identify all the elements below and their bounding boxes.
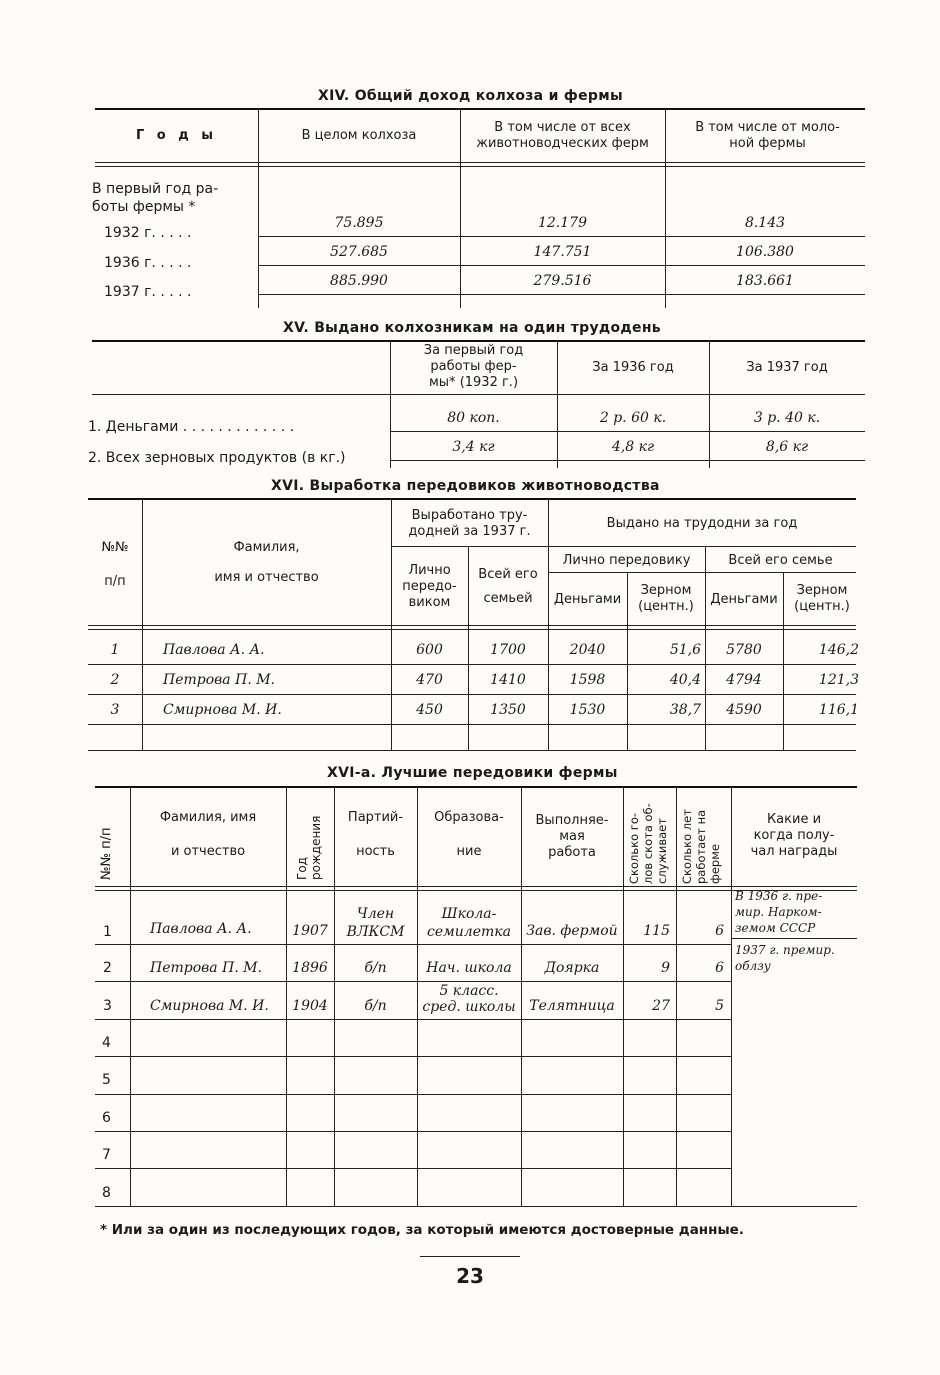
header-dairy: В том числе от моло- ной фермы <box>695 120 840 151</box>
row-number: 3 <box>110 702 120 718</box>
value: 3,4 кг <box>452 439 495 455</box>
value: 8,6 кг <box>765 439 809 455</box>
header-born: Год рождения <box>295 815 323 880</box>
work: Телятница <box>529 998 615 1014</box>
value: 75.895 <box>334 215 384 231</box>
header-num: №№ п/п <box>99 827 114 880</box>
education: Нач. школа <box>426 960 512 976</box>
header-total: В целом колхоза <box>301 128 417 143</box>
header-livestock: В том числе от всех животноводческих ферм <box>476 120 649 151</box>
work: Зав. фермой <box>526 923 618 939</box>
person-name: Смирнова М. И. <box>150 998 269 1014</box>
value: 4590 <box>726 702 762 718</box>
footnote: * Или за один из последующих годов, за который имеются достоверные данные. <box>100 1222 744 1238</box>
value: 279.516 <box>533 273 592 289</box>
row-label-grain: 2. Всех зерновых продуктов (в кг.) <box>88 450 346 466</box>
page-number: 23 <box>456 1264 484 1288</box>
header-grain: Зерном (центн.) <box>638 583 694 614</box>
row-number: 1 <box>110 642 120 658</box>
value: 3 р. 40 к. <box>753 410 821 426</box>
work: Доярка <box>544 960 600 976</box>
row-number: 3 <box>103 998 112 1014</box>
value: 2 р. 60 к. <box>599 410 667 426</box>
awards: В 1936 г. пре- мир. Нарком- земом СССР <box>735 889 823 935</box>
header-years: Г о д ы <box>135 128 218 143</box>
header-personal-group: Лично передовику <box>562 553 691 568</box>
value: 4794 <box>726 672 762 688</box>
value: 450 <box>416 702 443 718</box>
row-number: 5 <box>102 1072 111 1088</box>
row-label-1936: 1936 г. . . . . <box>104 255 192 271</box>
row-number: 1 <box>103 924 112 940</box>
person-name: Павлова А. А. <box>163 642 265 658</box>
education: Школа- семилетка <box>427 906 511 940</box>
value: 146,2 <box>818 642 859 658</box>
header-work: Выполняе- мая работа <box>535 813 609 860</box>
header-grain: Зерном (центн.) <box>794 583 850 614</box>
party: б/п <box>364 998 387 1014</box>
header-first-year: За первый год работы фер- мы* (1932 г.) <box>423 343 524 390</box>
value: 183.661 <box>736 273 794 289</box>
value: 12.179 <box>538 215 587 231</box>
header-money: Деньгами <box>553 592 622 607</box>
education: 5 класс. сред. школы <box>422 983 516 1015</box>
table-14-title: XIV. Общий доход колхоза и фермы <box>318 88 623 104</box>
birth-year: 1904 <box>292 998 328 1014</box>
header-personal: Лично передо- виком <box>402 563 457 610</box>
table-16-title: XVI. Выработка передовиков животноводства <box>271 478 660 494</box>
value: 1410 <box>490 672 526 688</box>
value: 116,1 <box>818 702 859 718</box>
value: 121,3 <box>818 672 859 688</box>
header-issued: Выдано на трудодни за год <box>606 516 798 531</box>
row-number: 7 <box>102 1147 111 1163</box>
header-worked: Выработано тру- додней за 1937 г. <box>408 508 531 539</box>
person-name: Павлова А. А. <box>150 921 252 937</box>
value: 40,4 <box>669 672 701 688</box>
value: 38,7 <box>669 702 701 718</box>
header-cattle: Сколько го- лов скота об- служивает <box>627 803 669 884</box>
row-label-1937: 1937 г. . . . . <box>104 284 192 300</box>
row-number: 2 <box>103 960 112 976</box>
value: 5780 <box>726 642 762 658</box>
row-number: 8 <box>102 1185 111 1201</box>
header-awards: Какие и когда полу- чал награды <box>750 812 838 859</box>
years-count: 6 <box>715 960 724 976</box>
header-num: №№ п/п <box>101 540 129 589</box>
value: 2040 <box>569 642 606 658</box>
value: 80 коп. <box>447 410 500 426</box>
cattle-count: 9 <box>661 960 670 976</box>
value: 51,6 <box>669 642 701 658</box>
value: 470 <box>416 672 443 688</box>
birth-year: 1907 <box>292 923 328 939</box>
row-label-first-year: В первый год ра- боты фермы * 1932 г. . . . . <box>92 181 219 241</box>
years-count: 5 <box>715 998 724 1014</box>
person-name: Петрова П. М. <box>150 960 262 976</box>
value: 8.143 <box>744 215 786 231</box>
row-number: 4 <box>102 1035 111 1051</box>
header-years-on-farm: Сколько лет работает на ферме <box>680 809 722 884</box>
header-1936: За 1936 год <box>592 360 674 375</box>
value: 600 <box>416 642 443 658</box>
header-name: Фамилия, имя и отчество <box>159 810 257 859</box>
value: 106.380 <box>736 244 794 260</box>
row-label-money: 1. Деньгами . . . . . . . . . . . . . <box>88 419 295 435</box>
header-1937: За 1937 год <box>746 360 828 375</box>
header-party: Партий- ность <box>347 810 404 859</box>
header-education: Образова- ние <box>434 810 504 859</box>
value: 1350 <box>490 702 526 718</box>
header-name: Фамилия, имя и отчество <box>214 540 319 585</box>
value: 4,8 кг <box>611 439 655 455</box>
person-name: Смирнова М. И. <box>163 702 282 718</box>
birth-year: 1896 <box>292 960 328 976</box>
person-name: Петрова П. М. <box>163 672 275 688</box>
table-16a-title: XVI-а. Лучшие передовики фермы <box>327 765 618 781</box>
value: 147.751 <box>533 244 592 260</box>
party: б/п <box>364 960 387 976</box>
header-money: Деньгами <box>710 592 778 607</box>
value: 1530 <box>569 702 606 718</box>
years-count: 6 <box>715 923 724 939</box>
header-family-group: Всей его семье <box>728 553 833 568</box>
cattle-count: 27 <box>652 998 670 1014</box>
awards: 1937 г. премир. облзу <box>735 943 835 973</box>
value: 527.685 <box>330 244 388 260</box>
row-number: 6 <box>102 1110 111 1126</box>
value: 1700 <box>490 642 526 658</box>
value: 885.990 <box>330 273 388 289</box>
table-15-title: XV. Выдано колхозникам на один трудодень <box>283 320 661 336</box>
value: 1598 <box>569 672 606 688</box>
header-family: Всей его семьей <box>478 567 538 606</box>
row-number: 2 <box>110 672 120 688</box>
cattle-count: 115 <box>643 923 670 939</box>
party: Член ВЛКСМ <box>346 906 405 940</box>
